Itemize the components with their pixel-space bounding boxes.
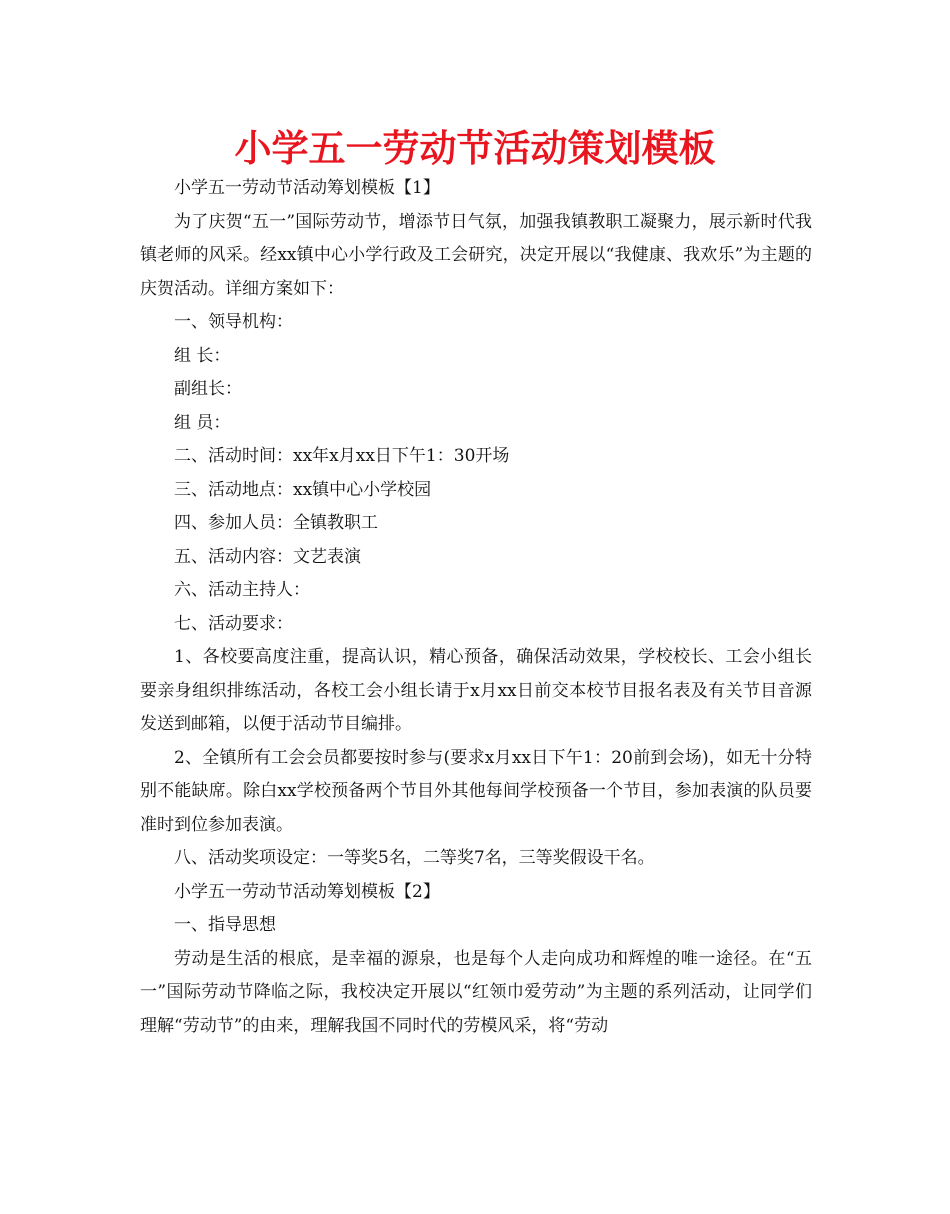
- paragraph: 组 员：: [174, 412, 231, 433]
- paragraph: 五、活动内容：文艺表演: [174, 546, 361, 567]
- paragraph: 为了庆贺“五一”国际劳动节，增添节日气氛，加强我镇教职工凝聚力，展示新时代我镇老师的风采。经xx镇中心小学行政及工会研究，决定开展以“我健康、我欢乐”为主题的庆贺活动。详细方案如下：: [140, 211, 812, 299]
- paragraph: 组 长：: [174, 345, 231, 366]
- paragraph: 八、活动奖项设定：一等奖5名，二等奖7名，三等奖假设干名。: [174, 848, 655, 868]
- paragraph: 四、参加人员：全镇教职工: [174, 513, 378, 533]
- paragraph: 六、活动主持人：: [174, 580, 310, 600]
- paragraph: 副组长：: [174, 379, 242, 399]
- paragraph: 1、各校要高度注重，提高认识，精心预备，确保活动效果，学校校长、工会小组长要亲身组织排练活动，各校工会小组长请于x月xx日前交本校节目报名表及有关节目音源发送到邮箱，以便于活动节目编排。: [140, 647, 812, 734]
- paragraph: 七、活动要求：: [174, 613, 293, 634]
- paragraph: 一、指导思想: [174, 915, 276, 935]
- paragraph: 二、活动时间：xx年x月xx日下午1：30开场: [174, 446, 510, 466]
- paragraph: 一、领导机构：: [174, 312, 293, 332]
- document-title: 小学五一劳动节活动策划模板: [234, 127, 716, 170]
- paragraph: 三、活动地点：xx镇中心小学校园: [174, 479, 432, 500]
- paragraph: 劳动是生活的根底，是幸福的源泉，也是每个人走向成功和辉煌的唯一途径。在“五一”国际劳动节降临之际，我校决定开展以“红领巾爱劳动”为主题的系列活动，让同学们理解“劳动节”的由来，理解我国不同时代的劳模风采，将“劳动: [140, 948, 812, 1036]
- paragraph: 小学五一劳动节活动筹划模板【1】: [174, 178, 440, 198]
- paragraph: 2、全镇所有工会会员都要按时参与(要求x月xx日下午1：20前到会场)，如无十分特别不能缺席。除白xx学校预备两个节目外其他每间学校预备一个节目，参加表演的队员要准时到位参加表演。: [140, 747, 812, 835]
- document-body: [140, 172, 812, 1043]
- paragraph: 小学五一劳动节活动筹划模板【2】: [174, 881, 440, 902]
